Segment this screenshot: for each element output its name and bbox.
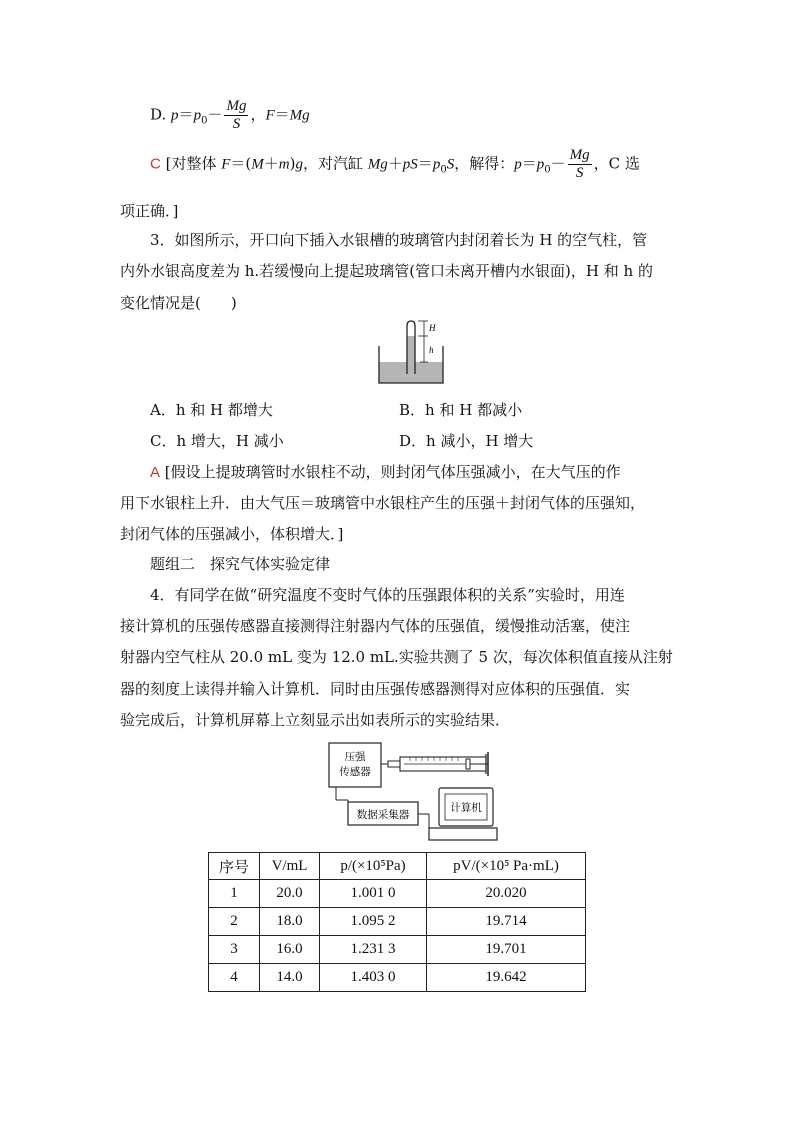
sensor-label-1: 压强 xyxy=(344,751,366,763)
fraction-mg-s: $\frac{Mg}{S}$ xyxy=(226,98,247,132)
table-row: 3 16.0 1.231 3 19.701 xyxy=(209,936,586,964)
section-title: 题组二 探究气体实验定律 xyxy=(150,555,331,573)
answer-q2-line2: 项正确．] xyxy=(120,202,179,220)
apparatus-figure xyxy=(326,740,500,844)
q4-line3: 射器内空气柱从 20.0 mL 变为 12.0 mL.实验共测了 5 次，每次体积值直接从注射 xyxy=(120,648,673,666)
results-table xyxy=(208,852,586,992)
header-index: 序号 xyxy=(209,853,260,880)
q4-line1: 4．有同学在做“研究温度不变时气体的压强跟体积的关系”实验时，用连 xyxy=(150,586,625,604)
q3-option-a: A．h 和 H 都增大 xyxy=(150,401,273,419)
header-pv: pV/(×10⁵ Pa·mL) xyxy=(427,853,586,880)
sensor-label-2: 传感器 xyxy=(339,766,371,778)
table-header-row xyxy=(209,853,586,880)
table-row: 1 20.0 1.001 0 20.020 xyxy=(209,880,586,908)
q3-option-c: C．h 增大，H 减小 xyxy=(150,432,284,450)
answer-q3-line1: A [假设上提玻璃管时水银柱不动，则封闭气体压强减小，在大气压的作 xyxy=(150,463,621,481)
label-h: h xyxy=(429,345,434,355)
q4-line5: 验完成后，计算机屏幕上立刻显示出如表所示的实验结果． xyxy=(120,711,511,729)
q3-option-b: B．h 和 H 都减小 xyxy=(399,401,523,419)
q3-line2: 内外水银高度差为 h.若缓慢向上提起玻璃管(管口未离开槽内水银面)，H 和 h 的 xyxy=(120,262,653,280)
q3-line3: 变化情况是( ) xyxy=(120,294,237,312)
pressure-sensor-box xyxy=(329,743,381,787)
fraction-mg-s-2: $\frac{Mg}{S}$ xyxy=(569,147,590,181)
q3-line1: 3．如图所示，开口向下插入水银槽的玻璃管内封闭着长为 H 的空气柱，管 xyxy=(150,231,648,249)
q3-option-d: D．h 减小，H 增大 xyxy=(399,432,534,450)
computer-label: 计算机 xyxy=(450,802,482,814)
option-d: D. $p=p_0-$ $\frac{Mg}{S}$ ，F＝Mg xyxy=(150,98,310,132)
answer-q3-line3: 封闭气体的压强减小，体积增大．] xyxy=(120,525,344,543)
answer-letter: C xyxy=(150,155,161,173)
answer-q3-letter: A xyxy=(150,464,161,481)
header-volume: V/mL xyxy=(260,853,320,880)
computer-base xyxy=(429,828,497,840)
header-pressure: p/(×10⁵Pa) xyxy=(320,853,427,880)
collector-label: 数据采集器 xyxy=(356,809,410,821)
answer-q3-line2: 用下水银柱上升．由大气压＝玻璃管中水银柱产生的压强＋封闭气体的压强知， xyxy=(120,494,646,512)
syringe-nozzle xyxy=(388,761,400,767)
table-row: 4 14.0 1.403 0 19.642 xyxy=(209,964,586,992)
q4-line4: 器的刻度上读得并输入计算机．同时由压强传感器测得对应体积的压强值．实 xyxy=(120,680,631,698)
q4-line2: 接计算机的压强传感器直接测得注射器内气体的压强值，缓慢推动活塞，使注 xyxy=(120,617,631,635)
label-H: H xyxy=(429,323,436,333)
mercury-tube-figure xyxy=(376,318,446,386)
table-row: 2 18.0 1.095 2 19.714 xyxy=(209,908,586,936)
tube-mercury xyxy=(407,336,415,368)
answer-q2-line1: C [对整体 F＝(M＋m)g，对汽缸 $Mg+pS=p_0S$，解得：$p=p_0-$ $\frac{Mg}{S}$ ，C 选 xyxy=(150,147,640,181)
syringe-plunger xyxy=(466,759,470,769)
